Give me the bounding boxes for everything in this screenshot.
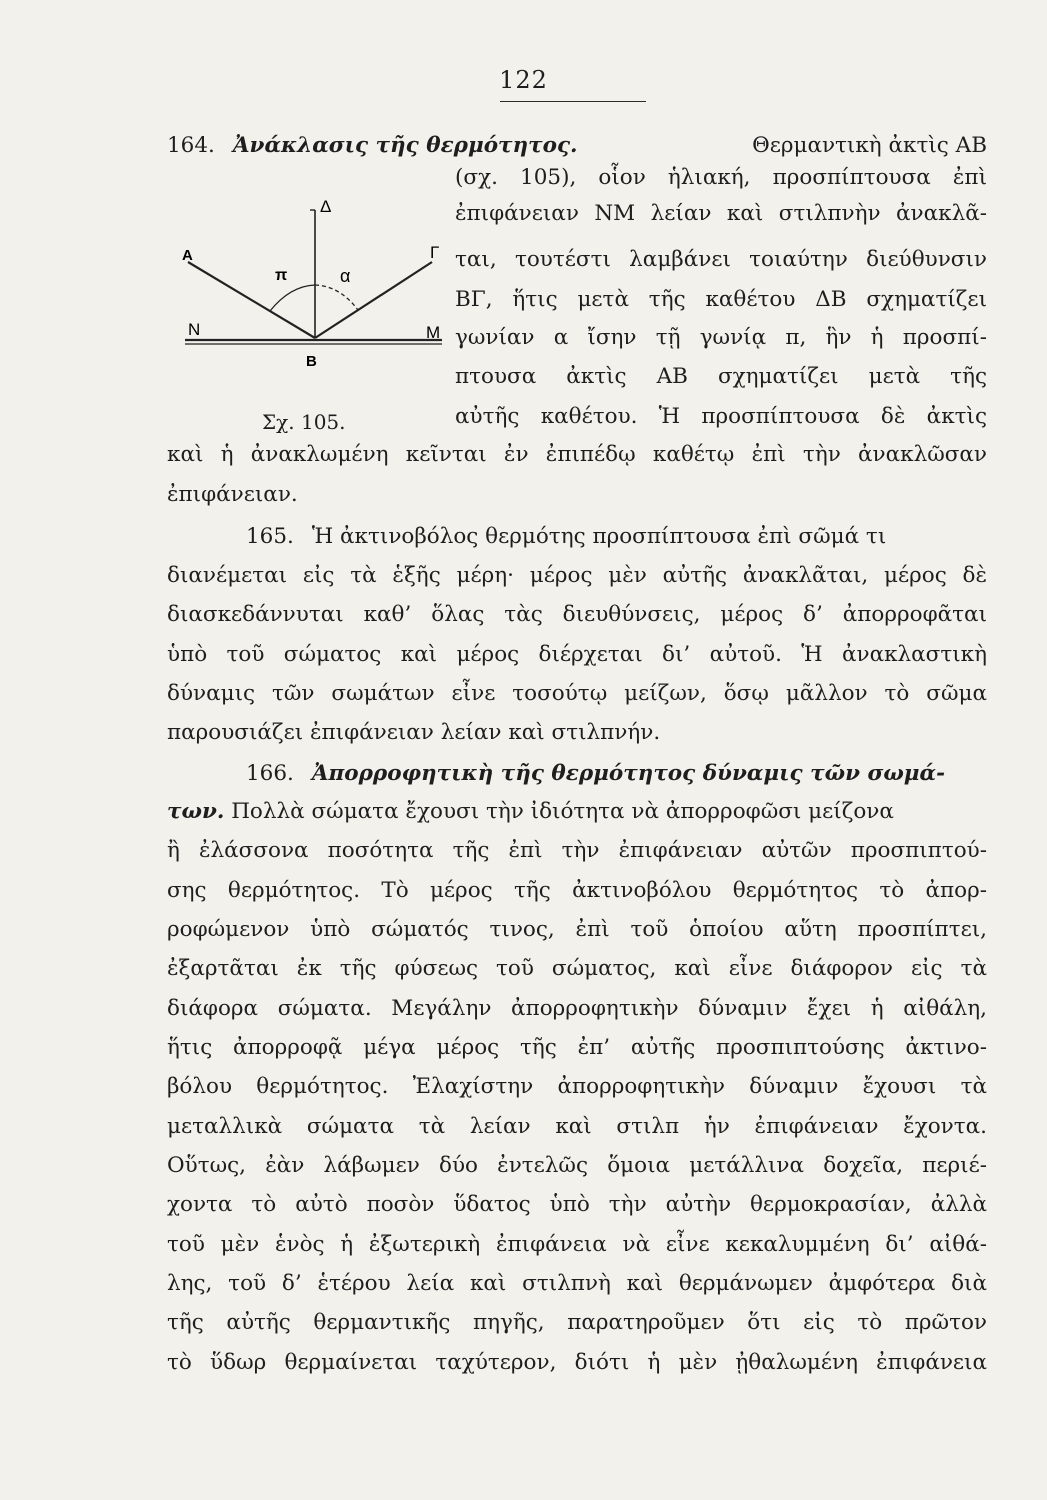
sec165-line-6: παρουσιάζει ἐπιφάνειαν λείαν καὶ στιλπνήν. <box>167 720 661 745</box>
sec164-number: 164. <box>167 133 215 158</box>
sec165-line-4: ὑπὸ τοῦ σώματος καὶ μέρος διέρχεται δι’ αὐτοῦ. Ἡ ἀνακλαστικὴ <box>167 642 987 667</box>
sec166-line-7: διάφορα σώματα. Μεγάλην ἀπορροφητικὴν δύναμιν ἔχει ἡ αἰθάλη, <box>167 996 987 1021</box>
sec166-line-6: ἐξαρτᾶται ἐκ τῆς φύσεως τοῦ σώματος, καὶ εἶνε διάφορον εἰς τὰ <box>167 956 987 981</box>
label-m: M <box>426 323 441 342</box>
reflected-ray <box>315 262 432 338</box>
sec165-line-5: δύναμις τῶν σωμάτων εἶνε τοσούτῳ μείζων, ὅσῳ μᾶλλον τὸ σῶμα <box>167 681 987 706</box>
sec164-line-4: ται, τουτέστι λαμβάνει τοιαύτην διεύθυνσιν <box>455 247 987 272</box>
label-n: N <box>188 320 201 339</box>
sec166-line-15: τῆς αὐτῆς θερμαντικῆς πηγῆς, παρατηροῦμεν ὅτι εἰς τὸ πρῶτον <box>167 1310 987 1335</box>
label-alpha: α <box>340 266 351 286</box>
sec166-line-9: βόλου θερμότητος. Ἐλαχίστην ἀπορροφητικὴν δύναμιν ἔχουσι τὰ <box>167 1074 987 1099</box>
angle-arc-alpha <box>315 285 358 310</box>
sec166-line-2 <box>167 797 987 827</box>
label-a: A <box>182 247 193 264</box>
sec166-line-8: ἥτις ἀπορροφᾷ μέγα μέρος τῆς ἐπ’ αὐτῆς προσπιπτούσης ἀκτινο- <box>167 1035 987 1060</box>
sec164-line-10: ἐπιφάνειαν. <box>167 482 298 507</box>
sec165-number: 165. <box>246 524 294 549</box>
header-rule <box>500 101 646 102</box>
sec166-line-10: μεταλλικὰ σώματα τὰ λείαν καὶ στιλπ ἡν ἐπιφάνειαν ἔχοντα. <box>167 1114 987 1139</box>
sec165-line-1-text: Ἡ ἀκτινοβόλος θερμότης προσπίπτουσα ἐπὶ σῶμά τι <box>311 524 887 549</box>
label-b: B <box>306 353 317 370</box>
sec166-line-1 <box>246 759 945 789</box>
sec164-line-3: ἐπιφάνειαν NM λείαν καὶ στιλπνὴν ἀνακλᾶ- <box>455 201 987 226</box>
sec166-title-end: των. <box>167 799 225 824</box>
page-number: 122 <box>499 66 548 94</box>
sec164-line-8: αὐτῆς καθέτου. Ἡ προσπίπτουσα δὲ ἀκτὶς <box>455 404 987 429</box>
sec164-line-7: πτουσα ἀκτὶς AB σχηματίζει μετὰ τῆς <box>455 364 987 389</box>
sec165-line-3: διασκεδάννυται καθ’ ὅλας τὰς διευθύνσεις, μέρος δ’ ἀπορροφᾶται <box>167 602 987 627</box>
sec166-line-12: χοντα τὸ αὐτὸ ποσὸν ὕδατος ὑπὸ τὴν αὐτὴν θερμοκρασίαν, ἀλλὰ <box>167 1192 987 1217</box>
sec166-line-14: λης, τοῦ δ’ ἑτέρου λεία καὶ στιλπνὴ καὶ θερμάνωμεν ἀμφότερα διὰ <box>167 1271 987 1296</box>
sec164-line-9: καὶ ἡ ἀνακλωμένη κεῖνται ἐν ἐπιπέδῳ καθέτῳ ἐπὶ τὴν ἀνακλῶσαν <box>167 442 987 467</box>
sec166-line-3: ἢ ἐλάσσονα ποσότητα τῆς ἐπὶ τὴν ἐπιφάνειαν αὐτῶν προσπιπτού- <box>167 838 987 863</box>
sec164-line-1-rest: Θερμαντικὴ ἀκτὶς AB <box>752 133 987 158</box>
sec166-line-11: Οὕτως, ἐὰν λάβωμεν δύο ἐντελῶς ὅμοια μετάλλινα δοχεῖα, περιέ- <box>167 1153 987 1178</box>
sec166-title: Ἀπορροφητικὴ τῆς θερμότητος δύναμις τῶν σωμά- <box>311 761 946 786</box>
sec166-line-2-text: Πολλὰ σώματα ἔχουσι τὴν ἰδιότητα νὰ ἀπορροφῶσι μείζονα <box>231 799 894 824</box>
sec165-line-1 <box>246 522 987 552</box>
sec164-line-5: BΓ, ἥτις μετὰ τῆς καθέτου ΔB σχηματίζει <box>455 287 987 312</box>
label-g: Γ <box>430 243 440 262</box>
sec164-title: Ἀνάκλασις τῆς θερμότητος. <box>232 133 578 158</box>
figure-caption: Σχ. 105. <box>262 410 346 434</box>
sec166-line-16: τὸ ὕδωρ θερμαίνεται ταχύτερον, διότι ἡ μὲν ᾐθαλωμένη ἐπιφάνεια <box>167 1350 987 1375</box>
sec165-line-2: διανέμεται εἰς τὰ ἑξῆς μέρη· μέρος μὲν αὐτῆς ἀνακλᾶται, μέρος δὲ <box>167 563 987 588</box>
sec166-line-5: ροφώμενον ὑπὸ σώματός τινος, ἐπὶ τοῦ ὁποίου αὕτη προσπίπτει, <box>167 917 987 942</box>
incident-ray <box>188 262 315 338</box>
figure-105 <box>180 190 450 430</box>
label-p: π <box>275 267 288 284</box>
sec166-number: 166. <box>246 761 294 786</box>
sec164-line-6: γωνίαν α ἴσην τῇ γωνίᾳ π, ἣν ἡ προσπί- <box>455 325 987 350</box>
sec166-line-13: τοῦ μὲν ἑνὸς ἡ ἐξωτερικὴ ἐπιφάνεια νὰ εἶνε κεκαλυμμένη δι’ αἰθά- <box>167 1232 987 1257</box>
label-delta: Δ <box>320 197 332 216</box>
sec164-line-2: (σχ. 105), οἷον ἡλιακή, προσπίπτουσα ἐπὶ <box>455 165 987 190</box>
angle-arc-p <box>270 285 315 311</box>
sec166-line-4: σης θερμότητος. Τὸ μέρος τῆς ἀκτινοβόλου θερμότητος τὸ ἀπορ- <box>167 878 987 903</box>
